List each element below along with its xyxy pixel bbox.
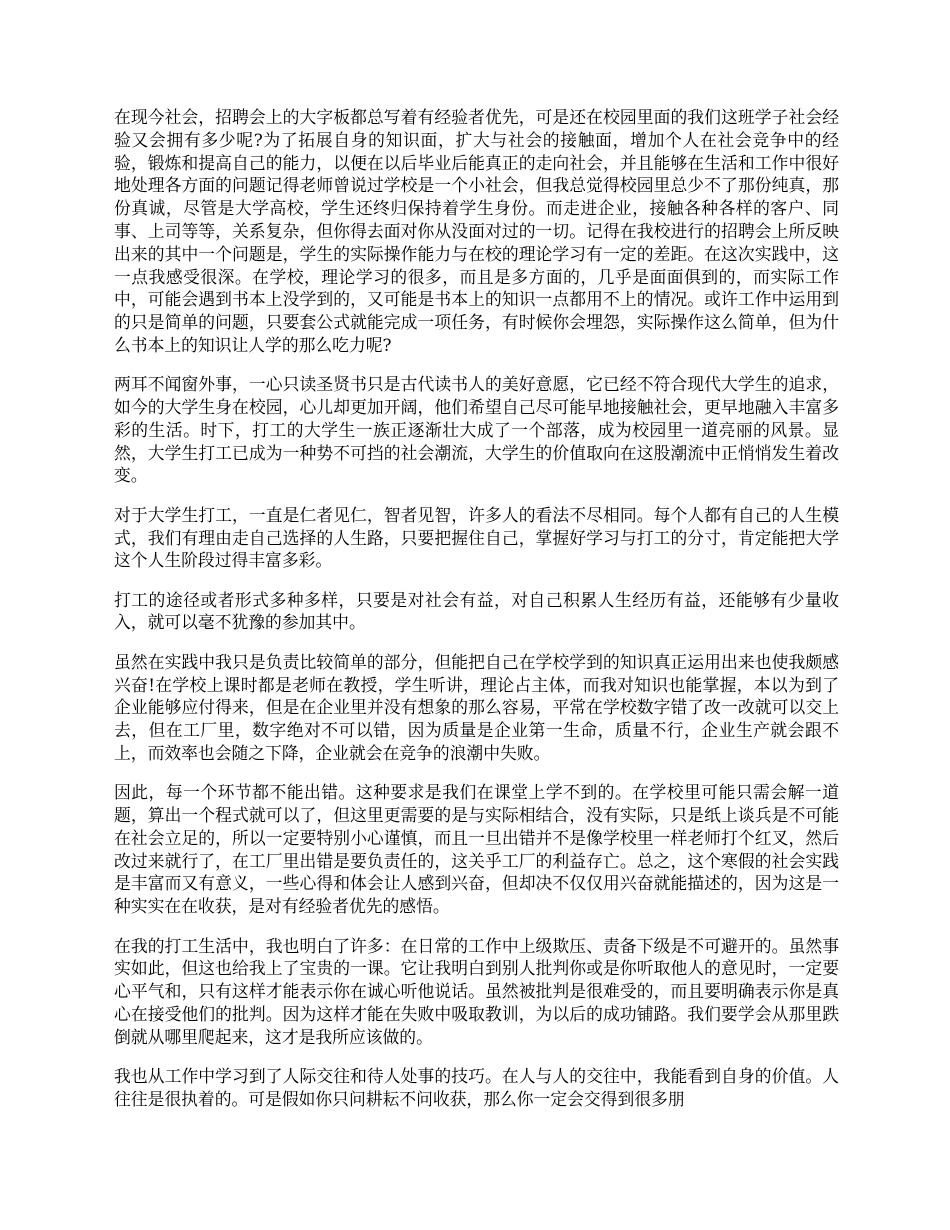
- paragraph-5: 虽然在实践中我只是负责比较简单的部分，但能把自己在学校学到的知识真正运用出来也使我颇感兴奋!在学校上课时都是老师在教授，学生听讲，理论占主体，而我对知识也能掌握，本以为到了企业能够应付得来，但是在企业里并没有想象的那么容易，平常在学校数字错了改一改就可以交上去，但在工厂里，数字绝对不可以错，因为质量是企业第一生命，质量不行，企业生产就会跟不上，而效率也会随之下降，企业就会在竞争的浪潮中失败。: [114, 651, 839, 763]
- paragraph-4: 打工的途径或者形式多种多样，只要是对社会有益，对自己积累人生经历有益，还能够有少量收入，就可以毫不犹豫的参加其中。: [114, 589, 839, 633]
- paragraph-3: 对于大学生打工，一直是仁者见仁，智者见智，许多人的看法不尽相同。每个人都有自己的人生模式，我们有理由走自己选择的人生路，只要把握住自己，掌握好学习与打工的分寸，肯定能把大学这个人生阶段过得丰富多彩。: [114, 504, 839, 571]
- paragraph-2: 两耳不闻窗外事，一心只读圣贤书只是古代读书人的美好意愿，它已经不符合现代大学生的追求，如今的大学生身在校园，心儿却更加开阔，他们希望自己尽可能早地接触社会，更早地融入丰富多彩的生活。时下，打工的大学生一族正逐渐壮大成了一个部落，成为校园里一道亮丽的风景。显然，大学生打工已成为一种势不可挡的社会潮流，大学生的价值取向在这股潮流中正悄悄发生着改变。: [114, 374, 839, 486]
- paragraph-8: 我也从工作中学习到了人际交往和待人处事的技巧。在人与人的交往中，我能看到自身的价值。人往往是很执着的。可是假如你只问耕耘不问收获，那么你一定会交得到很多朋: [114, 1065, 839, 1109]
- document-body: [114, 106, 839, 1127]
- paragraph-1: 在现今社会，招聘会上的大字板都总写着有经验者优先，可是还在校园里面的我们这班学子社会经验又会拥有多少呢?为了拓展自身的知识面，扩大与社会的接触面，增加个人在社会竞争中的经验，锻炼和提高自己的能力，以便在以后毕业后能真正的走向社会，并且能够在生活和工作中很好地处理各方面的问题记得老师曾说过学校是一个小社会，但我总觉得校园里总少不了那份纯真，那份真诚，尽管是大学高校，学生还终归保持着学生身份。而走进企业，接触各种各样的客户、同事、上司等等，关系复杂，但你得去面对你从没面对过的一切。记得在我校进行的招聘会上所反映出来的其中一个问题是，学生的实际操作能力与在校的理论学习有一定的差距。在这次实践中，这一点我感受很深。在学校，理论学习的很多，而且是多方面的，几乎是面面俱到的，而实际工作中，可能会遇到书本上没学到的，又可能是书本上的知识一点都用不上的情况。或许工作中运用到的只是简单的问题，只要套公式就能完成一项任务，有时候你会埋怨，实际操作这么简单，但为什么书本上的知识让人学的那么吃力呢?: [114, 107, 839, 355]
- paragraph-7: 在我的打工生活中，我也明白了许多：在日常的工作中上级欺压、责备下级是不可避开的。虽然事实如此，但这也给我上了宝贵的一课。它让我明白到别人批判你或是你听取他人的意见时，一定要心平气和，只有这样才能表示你在诚心听他说话。虽然被批判是很难受的，而且要明确表示你是真心在接受他们的批判。因为这样才能在失败中吸取教训，为以后的成功铺路。我们要学会从那里跌倒就从哪里爬起来，这才是我所应该做的。: [114, 935, 839, 1047]
- paragraph-6: 因此，每一个环节都不能出错。这种要求是我们在课堂上学不到的。在学校里可能只需会解一道题，算出一个程式就可以了，但这里更需要的是与实际相结合，没有实际，只是纸上谈兵是不可能在社会立足的，所以一定要特别小心谨慎，而且一旦出错并不是像学校里一样老师打个红叉，然后改过来就行了，在工厂里出错是要负责任的，这关乎工厂的利益存亡。总之，这个寒假的社会实践是丰富而又有意义，一些心得和体会让人感到兴奋，但却决不仅仅用兴奋就能描述的，因为这是一种实实在在收获，是对有经验者优先的感悟。: [114, 782, 839, 917]
